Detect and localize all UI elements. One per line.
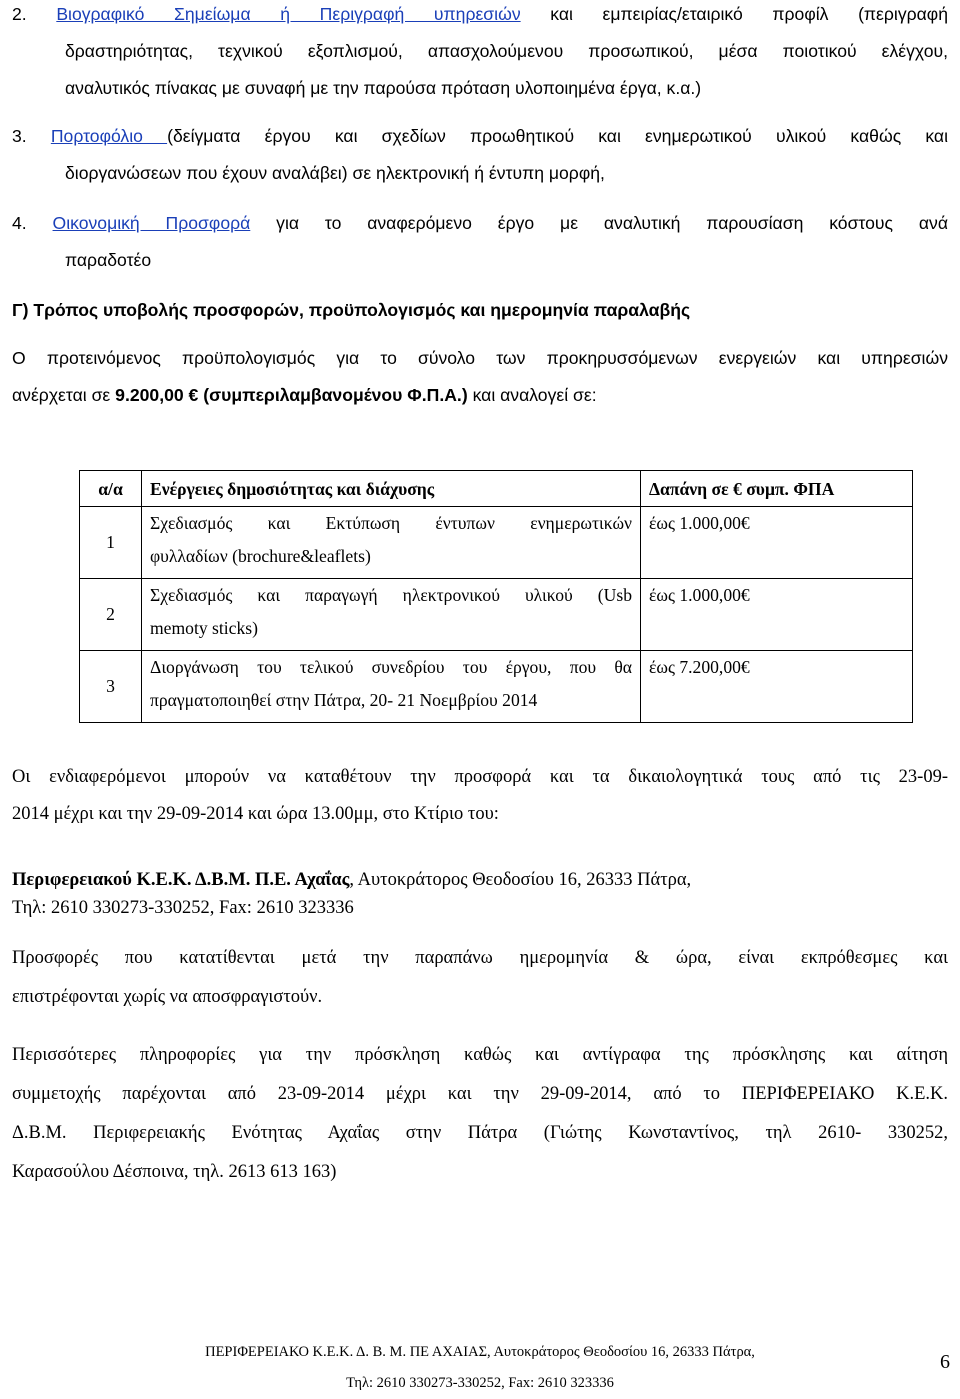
item-4-line2: παραδοτέο: [65, 250, 152, 270]
item-3-number: 3.: [12, 126, 27, 146]
address-block: [12, 866, 948, 922]
submission-paragraph: [12, 759, 948, 833]
budget-post: και αναλογεί σε:: [467, 385, 597, 405]
row-3-line1: Διοργάνωση του τελικού συνεδρίου του έργου, που θα: [150, 657, 632, 677]
row-3-num: 3: [80, 651, 142, 723]
item-2-text1: και εμπειρίας/εταιρικό προφίλ (περιγραφή: [520, 4, 948, 24]
item-4-number: 4.: [12, 213, 27, 233]
item-2-link[interactable]: Βιογραφικό Σημείωμα ή Περιγραφή υπηρεσιών: [56, 4, 521, 24]
address-org: Περιφερειακού Κ.Ε.Κ. Δ.Β.Μ. Π.Ε. Αχαΐας: [12, 870, 350, 890]
info-line3: Δ.Β.Μ. Περιφερειακής Ενότητας Αχαΐας στην Πάτρα (Γιώτης Κωνσταντίνος, τηλ 2610- 330252,: [12, 1123, 948, 1143]
row-3-action: [142, 651, 641, 723]
header-actions: Ενέργειες δημοσιότητας και διάχυσης: [142, 471, 641, 507]
budget-paragraph: [12, 340, 948, 414]
header-cost: Δαπάνη σε € συμπ. ΦΠΑ: [641, 471, 913, 507]
address-phone: Τηλ: 2610 330273-330252, Fax: 2610 323336: [12, 898, 354, 918]
row-1-num: 1: [80, 507, 142, 579]
row-3-cost: έως 7.200,00€: [641, 651, 913, 723]
item-2-number: 2.: [12, 4, 27, 24]
table-row: [80, 579, 913, 651]
info-paragraph: [12, 1036, 948, 1192]
item-4: [12, 205, 948, 279]
item-3-line2: διοργανώσεων που έχουν αναλάβει) σε ηλεκτρονική ή έντυπη μορφή,: [65, 163, 605, 183]
row-2-line2: memoty sticks): [150, 618, 258, 638]
item-4-link[interactable]: Οικονομική Προσφορά: [52, 213, 251, 233]
item-4-line1: [12, 205, 948, 242]
item-3-text1: (δείγματα έργου και σχεδίων προωθητικού και ενημερωτικού υλικού καθώς και: [167, 126, 948, 146]
info-line1: Περισσότερες πληροφορίες για την πρόσκληση καθώς και αντίγραφα της πρόσκλησης και αίτηση: [12, 1045, 948, 1065]
table-header-row: [80, 471, 913, 507]
table-row: [80, 651, 913, 723]
section-heading: Γ) Τρόπος υποβολής προσφορών, προϋπολογισμός και ημερομηνία παραλαβής: [12, 300, 691, 320]
row-1-cost: έως 1.000,00€: [641, 507, 913, 579]
item-2-line2: δραστηριότητας, τεχνικού εξοπλισμού, απασχολούμενου προσωπικού, μέσα ποιοτικού ελέγχου,: [65, 41, 948, 61]
late-line2: επιστρέφονται χωρίς να αποσφραγιστούν.: [12, 987, 323, 1007]
row-1-action: [142, 507, 641, 579]
footer-line2: Τηλ: 2610 330273-330252, Fax: 2610 323336: [346, 1375, 614, 1391]
submission-line2: 2014 μέχρι και την 29-09-2014 και ώρα 13.00μμ, στο Κτίριο του:: [12, 804, 499, 824]
row-1-line2: φυλλαδίων (brochure&leaflets): [150, 546, 371, 566]
budget-line1: Ο προτεινόμενος προϋπολογισμός για το σύνολο των προκηρυσσόμενων ενεργειών και υπηρεσιών: [12, 348, 948, 368]
footer-line1: ΠΕΡΙΦΕΡΕΙΑΚΟ Κ.Ε.Κ. Δ. Β. Μ. ΠΕ ΑΧΑΙΑΣ, Αυτοκράτορος Θεοδοσίου 16, 26333 Πάτρα,: [205, 1344, 755, 1360]
info-line2: συμμετοχής παρέχονται από 23-09-2014 μέχρι και την 29-09-2014, από το ΠΕΡΙΦΕΡΕΙΑΚΟ Κ.Ε.Κ.: [12, 1084, 948, 1104]
footer: [60, 1337, 900, 1399]
row-2-action: [142, 579, 641, 651]
item-3: [12, 118, 948, 192]
row-1-line1: Σχεδιασμός και Εκτύπωση έντυπων ενημερωτικών: [150, 513, 632, 533]
page-number: 6: [940, 1351, 950, 1373]
item-2-line3: αναλυτικός πίνακας με συναφή με την παρούσα πρόταση υλοποιημένα έργα, κ.α.): [65, 78, 702, 98]
address-rest: , Αυτοκράτορος Θεοδοσίου 16, 26333 Πάτρα,: [349, 870, 692, 890]
item-3-line1: [12, 118, 948, 155]
item-4-text1: για το αναφερόμενο έργο με αναλυτική παρουσίαση κόστους ανά: [250, 213, 949, 233]
table-row: [80, 507, 913, 579]
row-3-line2: πραγματοποιηθεί στην Πάτρα, 20- 21 Νοεμβρίου 2014: [150, 690, 538, 710]
budget-amount: 9.200,00 € (συμπεριλαμβανομένου Φ.Π.Α.): [115, 385, 468, 405]
late-notice: [12, 939, 948, 1017]
budget-table: [79, 470, 913, 723]
item-2: [12, 0, 948, 107]
row-2-num: 2: [80, 579, 142, 651]
header-aa: α/α: [80, 471, 142, 507]
row-2-cost: έως 1.000,00€: [641, 579, 913, 651]
item-3-link[interactable]: Πορτοφόλιο: [50, 126, 168, 146]
address-line1: [12, 866, 948, 894]
budget-pre: ανέρχεται σε: [12, 385, 116, 405]
budget-line2: [12, 377, 948, 414]
info-line4: Καρασούλου Δέσποινα, τηλ. 2613 613 163): [12, 1162, 337, 1182]
item-2-line1: [12, 0, 948, 33]
late-line1: Προσφορές που κατατίθενται μετά την παραπάνω ημερομηνία & ώρα, είναι εκπρόθεσμες και: [12, 948, 948, 968]
submission-line1: Οι ενδιαφερόμενοι μπορούν να καταθέτουν την προσφορά και τα δικαιολογητικά τους από τις 23-09-: [12, 767, 948, 787]
row-2-line1: Σχεδιασμός και παραγωγή ηλεκτρονικού υλικού (Usb: [150, 585, 632, 605]
